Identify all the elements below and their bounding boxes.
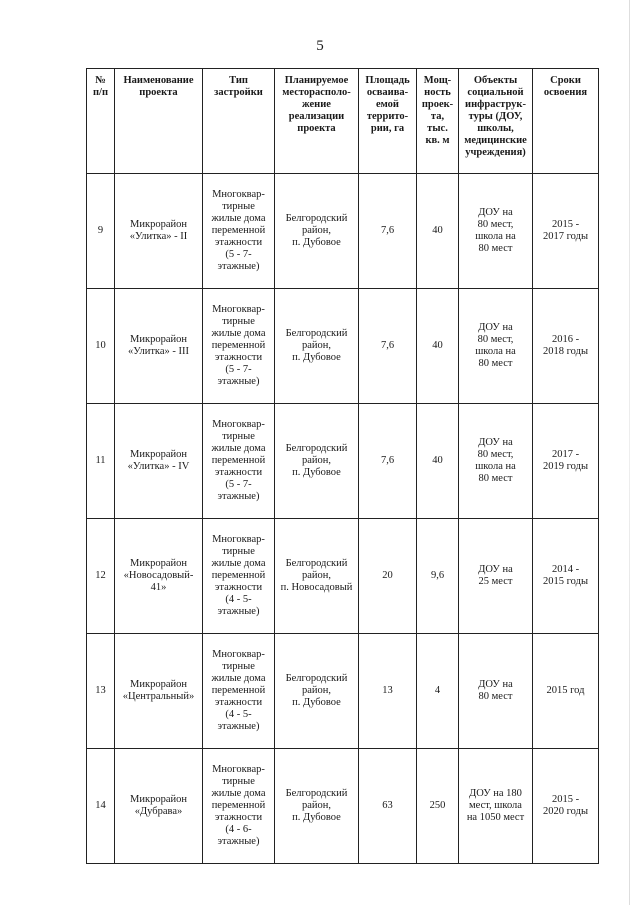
cell-project-name: Микрорайон «Улитка» - IV [115,404,203,519]
table-row [87,519,599,634]
table-row [87,749,599,864]
cell-social-objects: ДОУ на 80 мест, школа на 80 мест [459,174,533,289]
cell-area: 63 [359,749,417,864]
cell-area: 20 [359,519,417,634]
scan-edge-line [629,0,630,905]
cell-number: 10 [87,289,115,404]
cell-social-objects: ДОУ на 80 мест [459,634,533,749]
header-building-type: Тип застройки [203,69,275,174]
cell-social-objects: ДОУ на 80 мест, школа на 80 мест [459,404,533,519]
projects-table [86,68,599,864]
cell-project-name: Микрорайон «Дубрава» [115,749,203,864]
cell-location: Белгородский район, п. Дубовое [275,634,359,749]
cell-capacity: 250 [417,749,459,864]
cell-social-objects: ДОУ на 80 мест, школа на 80 мест [459,289,533,404]
header-number: № п/п [87,69,115,174]
cell-number: 11 [87,404,115,519]
cell-period: 2015 - 2017 годы [533,174,599,289]
table-row [87,174,599,289]
cell-location: Белгородский район, п. Дубовое [275,174,359,289]
cell-social-objects: ДОУ на 180 мест, школа на 1050 мест [459,749,533,864]
header-area: Площадь осваива- емой террито- рии, га [359,69,417,174]
table-row [87,404,599,519]
header-social-objects: Объекты социальной инфраструк- туры (ДОУ, школы, медицинские учреждения) [459,69,533,174]
cell-period: 2016 - 2018 годы [533,289,599,404]
cell-period: 2015 - 2020 годы [533,749,599,864]
cell-project-name: Микрорайон «Центральный» [115,634,203,749]
page-number: 5 [316,38,324,54]
header-project-name: Наименование проекта [115,69,203,174]
cell-number: 13 [87,634,115,749]
cell-capacity: 9,6 [417,519,459,634]
cell-area: 13 [359,634,417,749]
header-capacity: Мощ- ность проек- та, тыс. кв. м [417,69,459,174]
cell-period: 2017 - 2019 годы [533,404,599,519]
cell-building-type: Многоквар- тирные жилые дома переменной этажности (5 - 7- этажные) [203,289,275,404]
cell-project-name: Микрорайон «Новосадовый- 41» [115,519,203,634]
cell-building-type: Многоквар- тирные жилые дома переменной этажности (5 - 7- этажные) [203,404,275,519]
cell-social-objects: ДОУ на 25 мест [459,519,533,634]
table-row [87,634,599,749]
header-location: Планируемое месторасполо- жение реализации проекта [275,69,359,174]
table-header-row [87,69,599,174]
cell-area: 7,6 [359,289,417,404]
cell-location: Белгородский район, п. Дубовое [275,289,359,404]
table-row [87,289,599,404]
cell-area: 7,6 [359,404,417,519]
cell-location: Белгородский район, п. Новосадовый [275,519,359,634]
cell-capacity: 4 [417,634,459,749]
cell-number: 12 [87,519,115,634]
cell-period: 2014 - 2015 годы [533,519,599,634]
cell-capacity: 40 [417,289,459,404]
cell-number: 9 [87,174,115,289]
cell-period: 2015 год [533,634,599,749]
cell-area: 7,6 [359,174,417,289]
cell-capacity: 40 [417,404,459,519]
cell-building-type: Многоквар- тирные жилые дома переменной этажности (4 - 5- этажные) [203,634,275,749]
cell-project-name: Микрорайон «Улитка» - II [115,174,203,289]
cell-project-name: Микрорайон «Улитка» - III [115,289,203,404]
cell-location: Белгородский район, п. Дубовое [275,749,359,864]
cell-building-type: Многоквар- тирные жилые дома переменной этажности (4 - 6- этажные) [203,749,275,864]
header-period: Сроки освоения [533,69,599,174]
cell-location: Белгородский район, п. Дубовое [275,404,359,519]
cell-building-type: Многоквар- тирные жилые дома переменной этажности (5 - 7- этажные) [203,174,275,289]
cell-number: 14 [87,749,115,864]
cell-capacity: 40 [417,174,459,289]
cell-building-type: Многоквар- тирные жилые дома переменной этажности (4 - 5- этажные) [203,519,275,634]
